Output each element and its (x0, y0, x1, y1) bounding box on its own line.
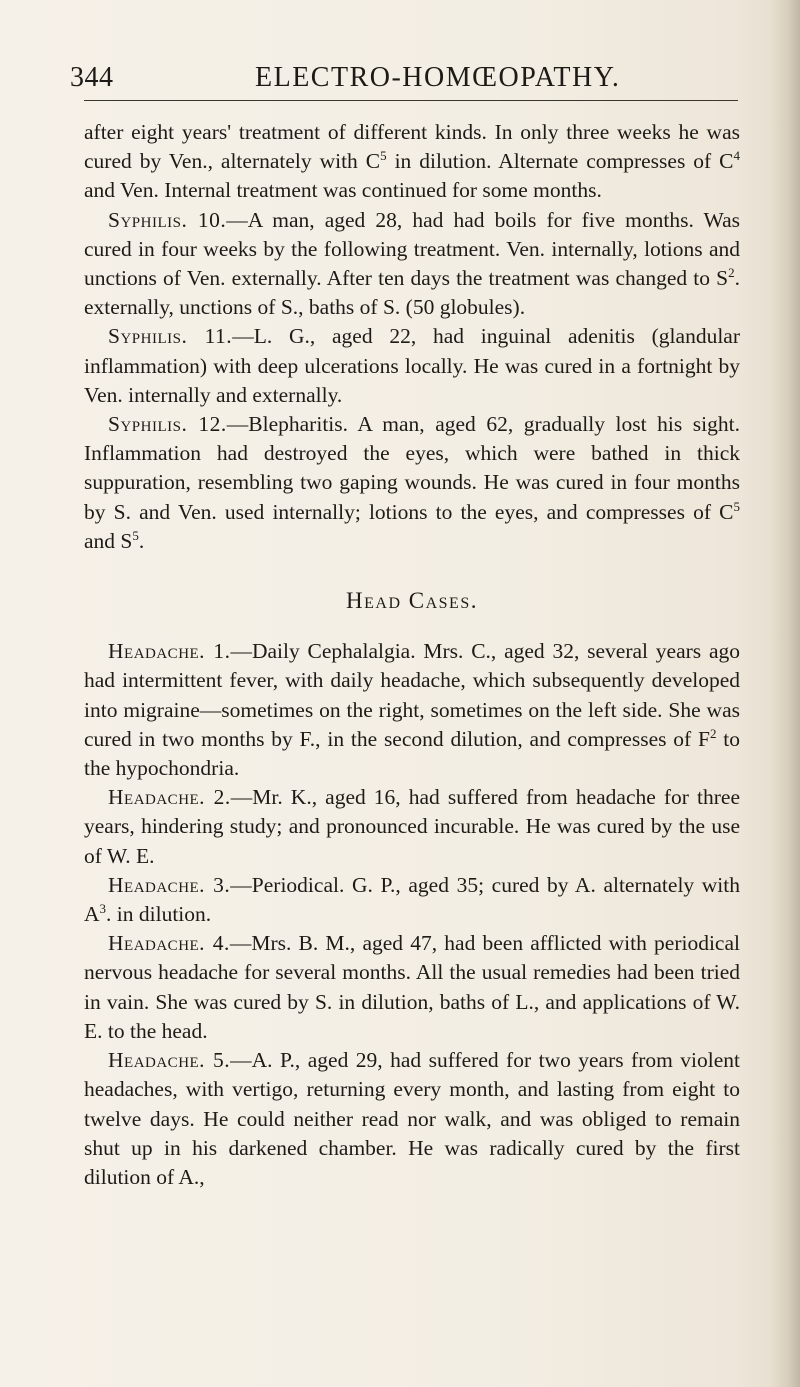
page-header (70, 62, 760, 98)
case-label: Headache. 3. (108, 872, 231, 897)
page-number: 344 (70, 62, 114, 93)
case-label: Syphilis. 11. (108, 324, 233, 349)
case-label: Headache. 5. (108, 1048, 231, 1073)
case-label: Syphilis. 10. (108, 207, 227, 232)
case-headache-1: Headache. 1.—Daily Cephalalgia. Mrs. C., aged 32, several years ago had intermittent fever, with daily headache, which subsequently developed into migraine—sometimes on the right, sometimes on the left side. She was cured in two months by F., in the second dilution, and compresses of $F^2$ to the hypochondria. (84, 639, 740, 781)
case-headache-2: Headache. 2.—Mr. K., aged 16, had suffered from headache for three years, hindering study; and pronounced incurable. He was cured by the use of W. E. (84, 785, 740, 868)
header-rule (84, 100, 738, 101)
case-label: Headache. 4. (108, 931, 230, 956)
case-label: Headache. 2. (108, 785, 231, 810)
page-edge-shadow (770, 0, 800, 1387)
case-headache-3: Headache. 3.—Periodical. G. P., aged 35; cured by A. alternately with $A^3$. in dilution. (84, 872, 741, 927)
section-heading: Head Cases. (346, 588, 478, 614)
case-syphilis-12: Syphilis. 12.—Blepharitis. A man, aged 62, gradually lost his sight. Inflammation had destroyed the eyes, which were bathed in thick suppuration, resembling two gaping wounds. He was cured in four months by S. and Ven. used internally; lotions to the eyes, and compresses of $C^5$ and $S^5$. (84, 412, 741, 553)
case-label: Syphilis. 12. (108, 412, 227, 437)
case-label: Headache. 1. (108, 639, 231, 664)
paragraph-continuation: after eight years' treatment of different kinds. In only three weeks he was cured by Ven., alternately with $C^5$ in dilution. Alternate compresses of $C^4$ and Ven. Internal treatment was continued for some months. (84, 120, 740, 203)
body-text (84, 118, 740, 1192)
case-headache-5: Headache. 5.—A. P., aged 29, had suffered for two years from violent headaches, with vertigo, returning every month, and lasting from eight to twelve days. He could neither read nor walk, and was obliged to remain shut up in his darkened chamber. He was radically cured by the first dilution of A., (84, 1048, 741, 1189)
running-title: ELECTRO-HOMŒOPATHY. (255, 62, 621, 93)
case-headache-4: Headache. 4.—Mrs. B. M., aged 47, had been afflicted with periodical nervous headache for several months. All the usual remedies had been tried in vain. She was cured by S. in dilution, baths of L., and applications of W. E. to the head. (84, 931, 740, 1043)
case-syphilis-10: Syphilis. 10.—A man, aged 28, had had boils for five months. Was cured in four weeks by the following treatment. Ven. internally, lotions and unctions of Ven. externally. After ten days the treatment was changed to $S^2$. externally, unctions of S., baths of S. (50 globules). (84, 207, 740, 320)
case-syphilis-11: Syphilis. 11.—L. G., aged 22, had inguinal adenitis (glandular inflammation) with deep ulcerations locally. He was cured in a fortnight by Ven. internally and externally. (84, 324, 740, 407)
